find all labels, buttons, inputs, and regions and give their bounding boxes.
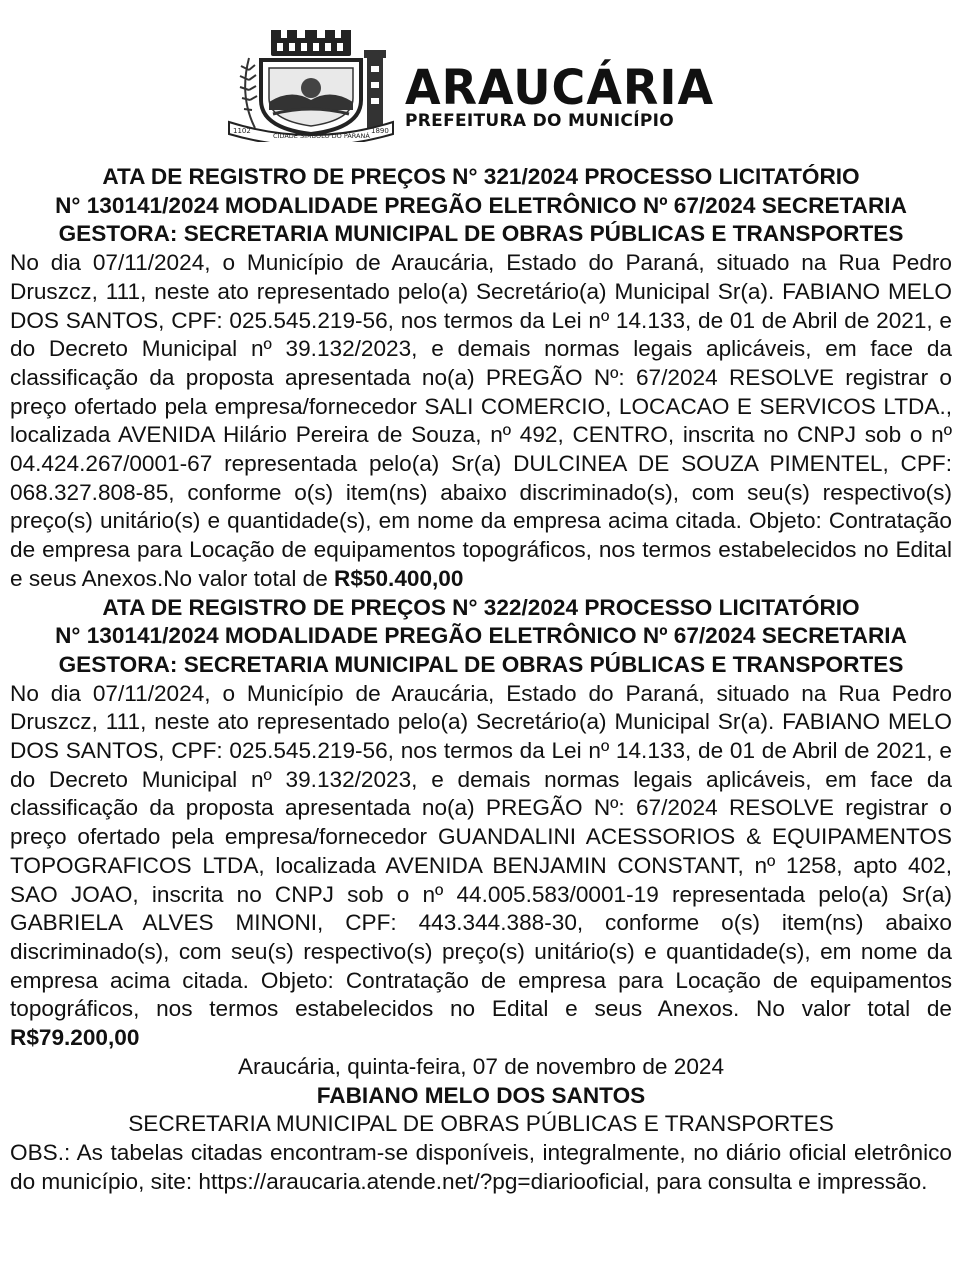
brand-name: ARAUCÁRIA [405,58,715,116]
brand-subtitle: PREFEITURA DO MUNICÍPIO [405,111,674,131]
observation-note: OBS.: As tabelas citadas encontram-se disponíveis, integralmente, no diário oficial eletrônico do município, site: https://araucaria.atende.net/?pg=diariooficial, para consulta e impressão. [10,1139,952,1194]
brand-block [405,58,715,131]
coat-of-arms-logo [225,30,397,142]
ata-body-paragraph [10,680,952,1053]
ata-body-text: No dia 07/11/2024, o Município de Araucária, Estado do Paraná, situado na Rua Pedro Druszcz, 111, neste ato representado pelo(a) Secretário(a) Municipal Sr(a). FABIANO MELO DOS SANTOS, CPF: 025.545.219-56, nos termos da Lei nº 14.133, de 01 de Abril de 2021, e do Decreto Municipal nº 39.132/2023, e demais normas legais aplicáveis, em face da classificação da proposta apresentada no(a) PREGÃO Nº: 67/2024 RESOLVE registrar o preço ofertado pela empresa/fornecedor SALI COMERCIO, LOCACAO E SERVICOS LTDA., localizada AVENIDA Hilário Pereira de Souza, nº 492, CENTRO, inscrita no CNPJ sob o nº 04.424.267/0001-67 representada pelo(a) Sr(a) DULCINEA DE SOUZA PIMENTEL, CPF: 068.327.808-85, conforme o(s) item(ns) abaixo discriminado(s), com seu(s) respectivo(s) preço(s) unitário(s) e quantidade(s), em nome da empresa acima citada. Objeto: Contratação de empresa para Locação de equipamentos topográficos, nos termos estabelecidos no Edital e seus Anexos.No valor total de [10,250,952,591]
ata-title-line: N° 130141/2024 MODALIDADE PREGÃO ELETRÔNICO Nº 67/2024 SECRETARIA [55,192,907,218]
ata-section-1 [10,163,952,594]
municipality-header [225,30,745,145]
ata-total-value: R$50.400,00 [334,565,464,591]
ata-section-2 [10,594,952,1053]
ata-body-text: No dia 07/11/2024, o Município de Araucária, Estado do Paraná, situado na Rua Pedro Druszcz, 111, neste ato representado pelo(a) Secretário(a) Municipal Sr(a). FABIANO MELO DOS SANTOS, CPF: 025.545.219-56, nos termos da Lei nº 14.133, de 01 de Abril de 2021, e do Decreto Municipal nº 39.132/2023, e demais normas legais aplicáveis, em face da classificação da proposta apresentada no(a) PREGÃO Nº: 67/2024 RESOLVE registrar o preço ofertado pela empresa/fornecedor GUANDALINI ACESSORIOS & EQUIPAMENTOS TOPOGRAFICOS LTDA, localizada AVENIDA BENJAMIN CONSTANT, nº 1258, apto 402, SAO JOAO, inscrita no CNPJ sob o nº 44.005.583/0001-19 representada pelo(a) Sr(a) GABRIELA ALVES MINONI, CPF: 443.344.388-30, conforme o(s) item(ns) abaixo discriminado(s), com seu(s) respectivo(s) preço(s) unitário(s) e quantidade(s), em nome da empresa acima citada. Objeto: Contratação de empresa para Locação de equipamentos topográficos, nos termos estabelecidos no Edital e seus Anexos. No valor total de [10,680,952,1022]
crest-year-left: 1102 [233,127,251,135]
signer-office: SECRETARIA MUNICIPAL DE OBRAS PÚBLICAS E TRANSPORTES [128,1111,834,1137]
crest-motto: CIDADE SÍMBOLO DO PARANÁ [273,132,370,140]
ata-title-line: ATA DE REGISTRO DE PREÇOS N° 321/2024 PROCESSO LICITATÓRIO [102,164,860,189]
ata-total-value: R$79.200,00 [10,1025,140,1051]
ata-title-line: GESTORA: SECRETARIA MUNICIPAL DE OBRAS PÚBLICAS E TRANSPORTES [58,221,904,247]
signer-name: FABIANO MELO DOS SANTOS [316,1082,646,1108]
ata-title-line: N° 130141/2024 MODALIDADE PREGÃO ELETRÔNICO Nº 67/2024 SECRETARIA [55,623,907,649]
ata-title-line: ATA DE REGISTRO DE PREÇOS N° 322/2024 PROCESSO LICITATÓRIO [102,594,860,620]
closing-date: Araucária, quinta-feira, 07 de novembro de 2024 [237,1053,725,1079]
ata-title-line: GESTORA: SECRETARIA MUNICIPAL DE OBRAS PÚBLICAS E TRANSPORTES [58,651,904,677]
ata-body-paragraph [10,249,952,593]
crest-year-right: 1890 [371,127,389,135]
document-body [10,163,952,1196]
